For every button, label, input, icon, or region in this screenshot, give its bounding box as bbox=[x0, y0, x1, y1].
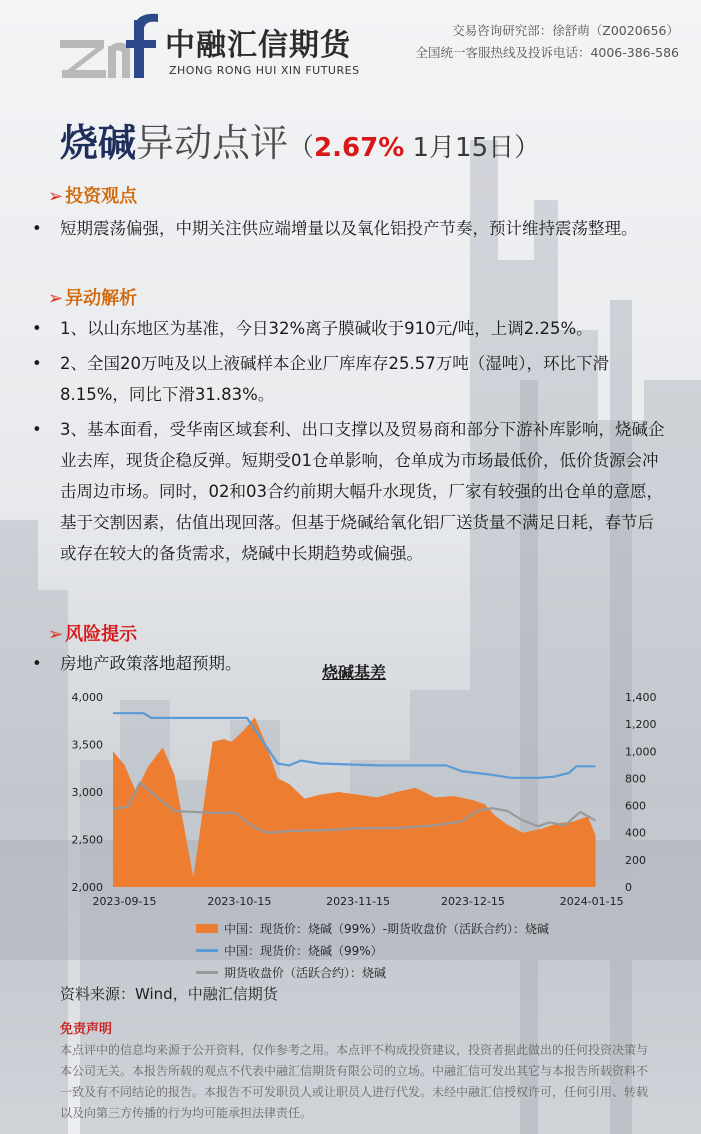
chart-title: 烧碱基差 bbox=[322, 663, 387, 682]
y-right-tick-label: 1,400 bbox=[625, 691, 657, 704]
x-tick-label: 2023-10-15 bbox=[207, 895, 272, 908]
analysis-item-3 bbox=[32, 414, 670, 569]
y-right-tick-label: 1,000 bbox=[625, 745, 657, 759]
view-text: 短期震荡偏强，中期关注供应端增量以及氧化铝投产节奏，预计维持震荡整理。 bbox=[60, 219, 638, 238]
legend-item-futures bbox=[196, 964, 386, 981]
report-title bbox=[60, 112, 540, 167]
company-name-cn: 中融汇信期货 bbox=[165, 28, 351, 63]
disclaimer-text: 本点评中的信息均来源于公开资料，仅作参考之用。本点评不构成投资建议，投资者据此做出的任何投资决策与本公司无关。本报告所载的观点不代表中融汇信期货有限公司的立场。中融汇信可发出其它与本报告所载资料不一致及有不同结论的报告。本报告不可发职员人或让职员人进行代发。未经中融汇信授权许可，任何引用、转载以及向第三方传播的行为均可能承担法律责任。 bbox=[60, 1043, 649, 1120]
basis-area-series bbox=[113, 717, 596, 887]
bullet-icon: • bbox=[32, 420, 42, 439]
title-paren: （ bbox=[288, 133, 315, 163]
section-investment-view bbox=[48, 182, 137, 208]
arrow-icon: ➢ bbox=[48, 288, 64, 309]
y-left-tick-label: 2,500 bbox=[71, 833, 103, 847]
y-left-tick-label: 3,500 bbox=[71, 738, 103, 752]
bullet-icon: • bbox=[32, 654, 42, 673]
arrow-icon: ➢ bbox=[48, 186, 64, 207]
x-tick-label: 2023-09-15 bbox=[92, 895, 157, 908]
x-tick-label: 2024-01-15 bbox=[559, 895, 624, 908]
legend-label: 中国：现货价：烧碱（99%） bbox=[224, 944, 383, 958]
section-heading: 异动解析 bbox=[65, 288, 138, 309]
y-left-tick-label: 3,000 bbox=[71, 786, 103, 799]
risk-text: 房地产政策落地超预期。 bbox=[60, 654, 242, 673]
data-source: 资料来源：Wind，中融汇信期货 bbox=[60, 985, 278, 1003]
section-heading: 风险提示 bbox=[65, 624, 138, 645]
title-date: 1月15日） bbox=[404, 133, 541, 163]
x-tick-label: 2023-11-15 bbox=[326, 895, 391, 908]
legend-label: 中国：现货价：烧碱（99%）-期货收盘价（活跃合约）：烧碱 bbox=[224, 922, 550, 936]
contact-info bbox=[415, 20, 679, 64]
section-heading: 投资观点 bbox=[65, 186, 138, 207]
arrow-icon: ➢ bbox=[48, 624, 64, 645]
company-logo bbox=[60, 12, 160, 82]
risk-paragraph bbox=[32, 648, 320, 679]
y-right-tick-label: 200 bbox=[625, 853, 646, 867]
bullet-icon: • bbox=[32, 354, 42, 373]
bullet-icon: • bbox=[32, 219, 42, 238]
section-risk bbox=[48, 620, 137, 646]
section-analysis bbox=[48, 284, 137, 310]
y-right-tick-label: 400 bbox=[625, 826, 646, 840]
analysis-item-2 bbox=[32, 348, 670, 410]
legend-swatch-blue bbox=[196, 949, 218, 952]
title-product: 烧碱 bbox=[60, 121, 137, 165]
analysis-text: 1、以山东地区为基准，今日32%离子膜碱收于910元/吨，上调2.25%。 bbox=[60, 319, 593, 338]
legend-label: 期货收盘价（活跃合约）：烧碱 bbox=[224, 966, 387, 980]
legend-item-basis bbox=[196, 920, 549, 937]
disclaimer-title: 免责声明 bbox=[60, 1022, 113, 1037]
analysis-text: 2、全国20万吨及以上液碱样本企业厂库库存25.57万吨（湿吨），环比下滑8.15%，同比下滑31.83%。 bbox=[60, 354, 609, 404]
title-type: 异动点评 bbox=[136, 121, 289, 165]
y-left-tick-label: 4,000 bbox=[71, 691, 103, 704]
basis-chart bbox=[55, 685, 675, 910]
analyst-line: 交易咨询研究部：徐舒萌（Z0020656） bbox=[452, 23, 679, 38]
title-change-percent: 2.67% bbox=[314, 133, 405, 163]
legend-swatch-gray bbox=[196, 971, 218, 974]
legend-item-spot bbox=[196, 942, 383, 959]
y-left-tick-label: 2,000 bbox=[71, 881, 103, 894]
analysis-item-1 bbox=[32, 313, 670, 344]
analysis-text: 3、基本面看，受华南区域套利、出口支撑以及贸易商和部分下游补库影响，烧碱企业去库，现货企稳反弹。短期受01仓单影响，仓单成为市场最低价，低价货源会冲击周边市场。同时，02和03合约前期大幅升水现货，厂家有较强的出仓单的意愿，基于交割因素，估值出现回落。但基于烧碱给氧化铝厂送货量不满足日耗，春节后或存在较大的备货需求，烧碱中长期趋势或偏强。 bbox=[60, 420, 665, 563]
company-name-en: ZHONG RONG HUI XIN FUTURES bbox=[169, 64, 360, 77]
y-right-tick-label: 600 bbox=[625, 799, 646, 813]
x-tick-label: 2023-12-15 bbox=[441, 895, 505, 908]
view-paragraph bbox=[32, 213, 670, 244]
bullet-icon: • bbox=[32, 319, 42, 338]
y-right-tick-label: 0 bbox=[625, 881, 632, 894]
legend-swatch-orange bbox=[196, 924, 218, 933]
spot-price-line bbox=[113, 713, 596, 778]
y-right-tick-label: 800 bbox=[625, 772, 646, 786]
hotline-line: 全国统一客服热线及投诉电话：4006-386-586 bbox=[415, 45, 679, 60]
y-right-tick-label: 1,200 bbox=[625, 718, 657, 732]
